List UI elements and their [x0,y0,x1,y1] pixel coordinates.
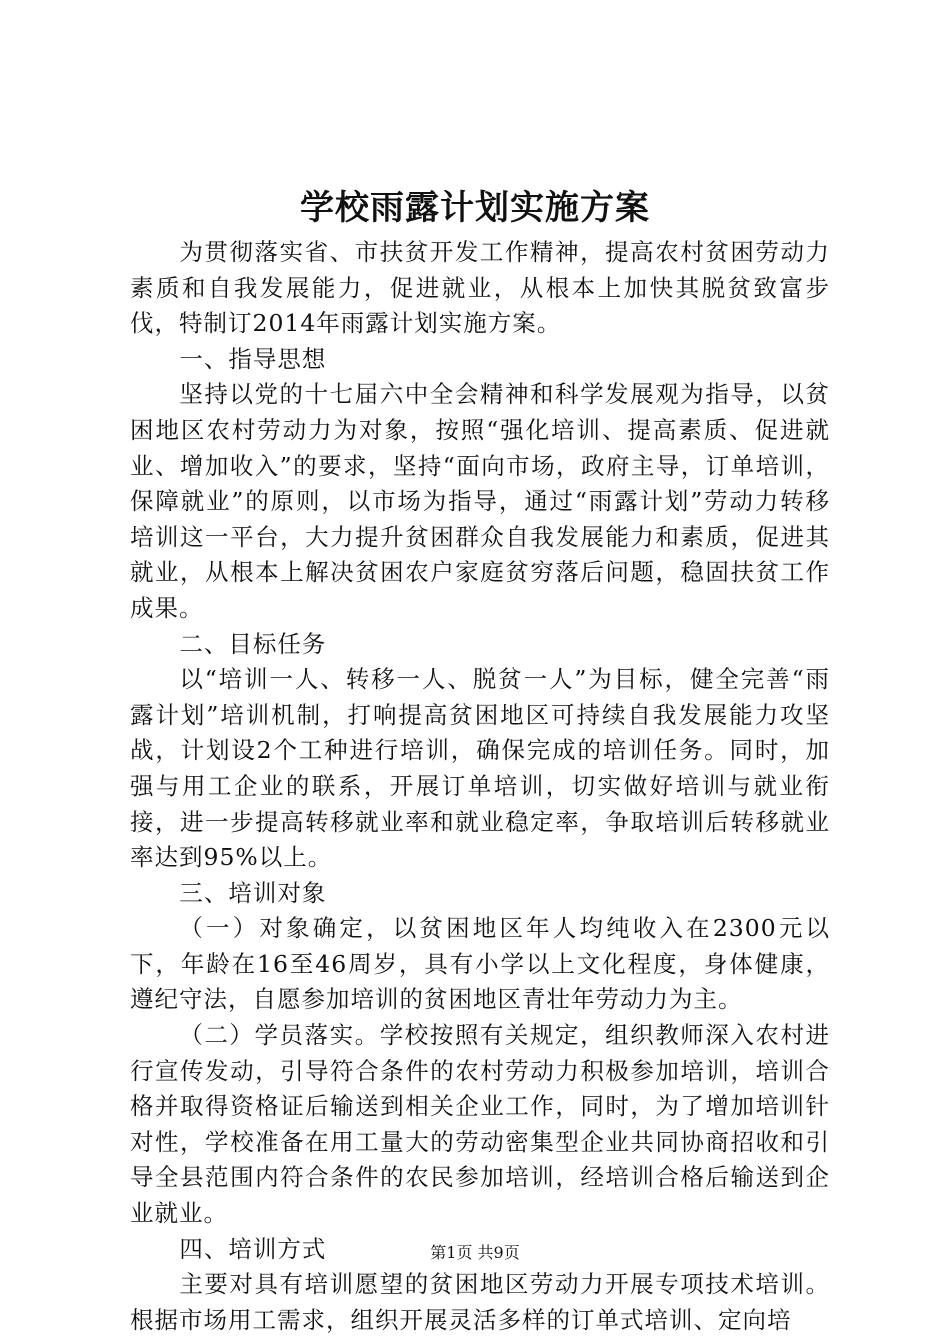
paragraph-target-determination: （一）对象确定，以贫困地区年人均纯收入在2300元以下，年龄在16至46周岁，具有小学以上文化程度，身体健康，遵纪守法，自愿参加培训的贫困地区青壮年劳动力为主。 [130,914,830,1014]
heading-guiding-ideology: 一、指导思想 [179,344,327,373]
paragraph-intro: 为贯彻落实省、市扶贫开发工作精神，提高农村贫困劳动力素质和自我发展能力，促进就业，从根本上加快其脱贫致富步伐，特制订2014年雨露计划实施方案。 [130,238,830,338]
heading-training-methods: 四、培训方式 [179,1234,327,1263]
heading-goals: 二、目标任务 [179,629,327,658]
paragraph-student-enrollment: （二）学员落实。学校按照有关规定，组织教师深入农村进行宣传发动，引导符合条件的农村劳动力积极参加培训，培训合格并取得资格证后输送到相关企业工作，同时，为了增加培训针对性，学校准备在用工量大的劳动密集型企业共同协商招收和引导全县范围内符合条件的农民参加培训，经培训合格后输送到企业就业。 [130,1021,830,1228]
document-body [130,235,830,1338]
document-title: 学校雨露计划实施方案 [300,188,650,228]
paragraph-training-methods: 主要对具有培训愿望的贫困地区劳动力开展专项技术培训。根据市场用工需求，组织开展灵活多样的订单式培训、定向培 [130,1270,830,1334]
paragraph-goals: 以“培训一人、转移一人、脱贫一人”为目标，健全完善“雨露计划”培训机制，打响提高贫困地区可持续自我发展能力攻坚战，计划设2个工种进行培训，确保完成的培训任务。同时，加强与用工企业的联系，开展订单培训，切实做好培训与就业衔接，进一步提高转移就业率和就业稳定率，争取培训后转移就业率达到95%以上。 [130,665,830,872]
heading-training-targets: 三、培训对象 [179,878,327,907]
page-number-footer: 第1页 共9页 [430,1243,520,1262]
paragraph-guiding-ideology: 坚持以党的十七届六中全会精神和科学发展观为指导，以贫困地区农村劳动力为对象，按照“强化培训、提高素质、促进就业、增加收入”的要求，坚持“面向市场，政府主导，订单培训，保障就业”的原则，以市场为指导，通过“雨露计划”劳动力转移培训这一平台，大力提升贫困群众自我发展能力和素质，促进其就业，从根本上解决贫困农户家庭贫穷落后问题，稳固扶贫工作成果。 [130,380,830,622]
